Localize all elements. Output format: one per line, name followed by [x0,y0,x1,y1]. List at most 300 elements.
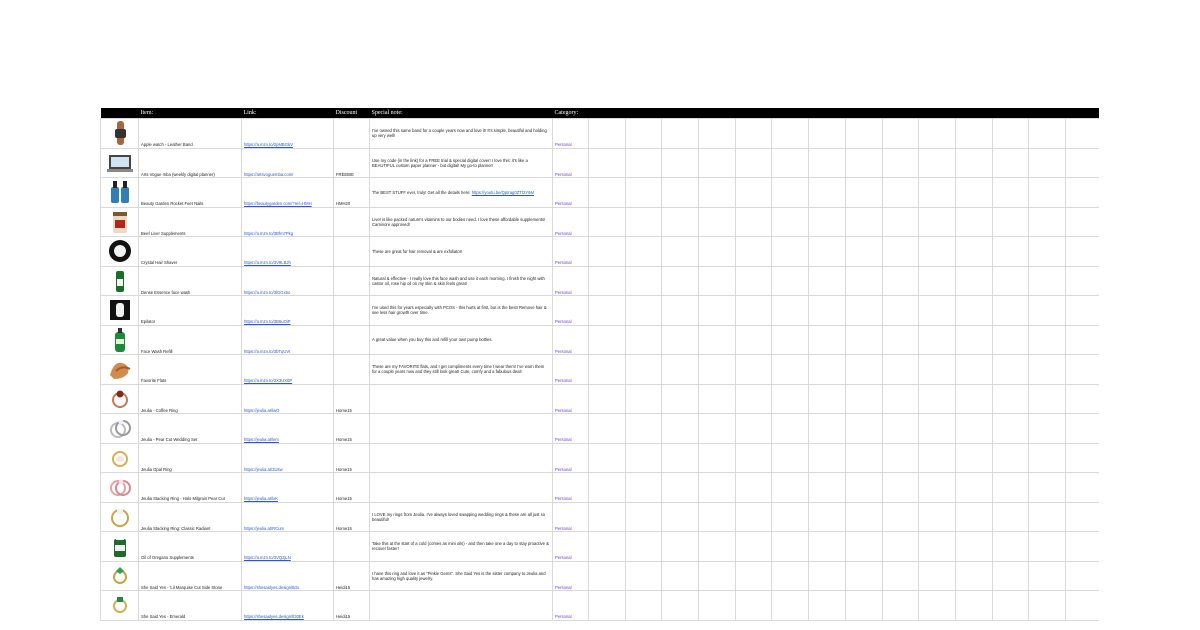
special-note-cell[interactable] [370,296,553,326]
item-cell[interactable]: She Said Yes - Emerald [139,591,242,621]
empty-cell[interactable] [662,178,699,208]
link-cell[interactable] [242,414,334,444]
category-cell[interactable]: Personal [553,561,589,591]
empty-cell[interactable] [589,148,626,178]
item-cell[interactable]: Beauty Garden Rocket Feet Nails [139,178,242,208]
empty-cell[interactable] [1029,237,1066,267]
empty-cell[interactable] [625,414,662,444]
empty-cell[interactable] [662,207,699,237]
empty-cell[interactable] [809,178,846,208]
header-empty[interactable] [772,108,809,119]
empty-cell[interactable] [625,384,662,414]
empty-cell[interactable] [625,266,662,296]
empty-cell[interactable] [589,207,626,237]
item-cell[interactable]: Jeulia Stacking Ring - Halo Milgrain Pear Cut [139,473,242,503]
item-cell[interactable]: Apple watch - Leather Band [139,119,242,149]
product-image-cell[interactable] [101,119,139,149]
header-category[interactable]: Category: [553,108,589,119]
product-image-cell[interactable] [101,532,139,562]
empty-cell[interactable] [809,502,846,532]
empty-cell[interactable] [1065,119,1099,149]
empty-cell[interactable] [845,561,882,591]
special-note-cell[interactable] [370,591,553,621]
empty-cell[interactable] [845,296,882,326]
empty-cell[interactable] [1029,443,1066,473]
product-image-cell[interactable] [101,473,139,503]
empty-cell[interactable] [919,532,956,562]
empty-cell[interactable] [809,207,846,237]
empty-cell[interactable] [919,443,956,473]
empty-cell[interactable] [992,325,1029,355]
empty-cell[interactable] [589,325,626,355]
header-empty[interactable] [992,108,1029,119]
category-cell[interactable]: Personal [553,119,589,149]
item-cell[interactable]: She Said Yes - 'Lil Marquise Cut Side Stone [139,561,242,591]
product-image-cell[interactable] [101,502,139,532]
empty-cell[interactable] [1029,178,1066,208]
empty-cell[interactable] [772,119,809,149]
discount-cell[interactable] [334,119,370,149]
empty-cell[interactable] [662,473,699,503]
empty-cell[interactable] [955,266,992,296]
empty-cell[interactable] [1065,532,1099,562]
empty-cell[interactable] [955,502,992,532]
empty-cell[interactable] [699,296,736,326]
empty-cell[interactable] [1065,473,1099,503]
empty-cell[interactable] [735,325,772,355]
product-image-cell[interactable] [101,384,139,414]
empty-cell[interactable] [662,414,699,444]
empty-cell[interactable] [1065,266,1099,296]
empty-cell[interactable] [1029,119,1066,149]
discount-cell[interactable] [334,237,370,267]
empty-cell[interactable] [992,178,1029,208]
empty-cell[interactable] [955,325,992,355]
empty-cell[interactable] [919,119,956,149]
empty-cell[interactable] [662,296,699,326]
empty-cell[interactable] [735,473,772,503]
special-note-cell[interactable] [370,532,553,562]
product-link[interactable]: https://shesaidyes.design/tldo [244,584,299,590]
special-note-cell[interactable] [370,561,553,591]
empty-cell[interactable] [662,502,699,532]
link-cell[interactable] [242,266,334,296]
empty-cell[interactable] [955,148,992,178]
empty-cell[interactable] [772,473,809,503]
empty-cell[interactable] [699,266,736,296]
empty-cell[interactable] [772,355,809,385]
empty-cell[interactable] [919,148,956,178]
item-cell[interactable]: Arts Vogue mba (weekly digital planner) [139,148,242,178]
empty-cell[interactable] [882,296,919,326]
empty-cell[interactable] [919,384,956,414]
empty-cell[interactable] [809,266,846,296]
empty-cell[interactable] [919,296,956,326]
empty-cell[interactable] [735,148,772,178]
empty-cell[interactable] [662,266,699,296]
discount-cell[interactable]: Home15 [334,384,370,414]
empty-cell[interactable] [1029,473,1066,503]
empty-cell[interactable] [955,443,992,473]
discount-cell[interactable]: Home15 [334,443,370,473]
empty-cell[interactable] [589,502,626,532]
empty-cell[interactable] [955,178,992,208]
empty-cell[interactable] [772,561,809,591]
empty-cell[interactable] [772,532,809,562]
empty-cell[interactable] [772,384,809,414]
product-image-cell[interactable] [101,561,139,591]
header-empty[interactable] [882,108,919,119]
empty-cell[interactable] [809,325,846,355]
special-note-cell[interactable] [370,237,553,267]
empty-cell[interactable] [992,384,1029,414]
empty-cell[interactable] [992,148,1029,178]
header-item[interactable]: Item: [139,108,242,119]
empty-cell[interactable] [1065,178,1099,208]
special-note-cell[interactable] [370,119,553,149]
product-link[interactable]: https://shesaidyes.design/tl30Ek [244,614,304,620]
special-note-cell[interactable] [370,473,553,503]
empty-cell[interactable] [589,296,626,326]
empty-cell[interactable] [882,207,919,237]
empty-cell[interactable] [625,325,662,355]
discount-cell[interactable]: Heidi15 [334,561,370,591]
empty-cell[interactable] [809,443,846,473]
empty-cell[interactable] [1065,384,1099,414]
empty-cell[interactable] [589,591,626,621]
empty-cell[interactable] [1029,207,1066,237]
empty-cell[interactable] [735,119,772,149]
empty-cell[interactable] [662,532,699,562]
empty-cell[interactable] [919,237,956,267]
product-link[interactable]: https://jeulia.at/3Usw [244,466,283,472]
special-note-cell[interactable] [370,355,553,385]
empty-cell[interactable] [1029,384,1066,414]
empty-cell[interactable] [662,384,699,414]
empty-cell[interactable] [589,384,626,414]
empty-cell[interactable] [735,414,772,444]
product-link[interactable]: https://a.mzn.to/2pMBGkV [244,142,293,148]
empty-cell[interactable] [992,207,1029,237]
special-note-cell[interactable] [370,384,553,414]
empty-cell[interactable] [699,119,736,149]
empty-cell[interactable] [882,591,919,621]
empty-cell[interactable] [992,414,1029,444]
empty-cell[interactable] [1065,325,1099,355]
header-empty[interactable] [809,108,846,119]
empty-cell[interactable] [919,502,956,532]
discount-cell[interactable] [334,325,370,355]
product-link[interactable]: https://artsvoguemba.com/ [244,171,294,177]
link-cell[interactable] [242,532,334,562]
empty-cell[interactable] [992,266,1029,296]
empty-cell[interactable] [955,237,992,267]
empty-cell[interactable] [625,296,662,326]
discount-cell[interactable]: Home15 [334,502,370,532]
link-cell[interactable] [242,443,334,473]
empty-cell[interactable] [845,325,882,355]
empty-cell[interactable] [589,237,626,267]
empty-cell[interactable] [735,443,772,473]
empty-cell[interactable] [992,502,1029,532]
product-image-cell[interactable] [101,237,139,267]
empty-cell[interactable] [919,561,956,591]
empty-cell[interactable] [955,207,992,237]
empty-cell[interactable] [845,502,882,532]
empty-cell[interactable] [1029,591,1066,621]
discount-cell[interactable]: FREEBIE [334,148,370,178]
empty-cell[interactable] [919,355,956,385]
empty-cell[interactable] [735,207,772,237]
link-cell[interactable] [242,148,334,178]
empty-cell[interactable] [589,532,626,562]
link-cell[interactable] [242,561,334,591]
product-image-cell[interactable] [101,325,139,355]
empty-cell[interactable] [919,207,956,237]
empty-cell[interactable] [955,591,992,621]
category-cell[interactable]: Personal [553,355,589,385]
special-note-cell[interactable] [370,178,553,208]
empty-cell[interactable] [955,384,992,414]
item-cell[interactable]: Beef Liver Supplements [139,207,242,237]
empty-cell[interactable] [992,355,1029,385]
empty-cell[interactable] [589,266,626,296]
empty-cell[interactable] [662,325,699,355]
item-cell[interactable]: Face Wash Refill [139,325,242,355]
empty-cell[interactable] [919,473,956,503]
empty-cell[interactable] [735,237,772,267]
header-discount[interactable]: Discount [334,108,370,119]
product-link[interactable]: https://jeulia.at/lwO [244,407,280,413]
empty-cell[interactable] [1029,414,1066,444]
empty-cell[interactable] [772,296,809,326]
item-cell[interactable]: Crystal Hair Shaver [139,237,242,267]
link-cell[interactable] [242,473,334,503]
empty-cell[interactable] [699,207,736,237]
empty-cell[interactable] [625,473,662,503]
empty-cell[interactable] [809,532,846,562]
empty-cell[interactable] [625,119,662,149]
empty-cell[interactable] [625,207,662,237]
empty-cell[interactable] [699,473,736,503]
empty-cell[interactable] [955,532,992,562]
discount-cell[interactable] [334,266,370,296]
header-link[interactable]: Link: [242,108,334,119]
discount-cell[interactable] [334,296,370,326]
empty-cell[interactable] [662,237,699,267]
item-cell[interactable]: Favorite Flats [139,355,242,385]
empty-cell[interactable] [845,148,882,178]
category-cell[interactable]: Personal [553,296,589,326]
empty-cell[interactable] [735,502,772,532]
special-note-cell[interactable] [370,502,553,532]
empty-cell[interactable] [735,266,772,296]
empty-cell[interactable] [662,119,699,149]
empty-cell[interactable] [625,443,662,473]
empty-cell[interactable] [772,443,809,473]
empty-cell[interactable] [625,355,662,385]
empty-cell[interactable] [845,119,882,149]
header-empty[interactable] [919,108,956,119]
discount-cell[interactable]: HMH20 [334,178,370,208]
empty-cell[interactable] [589,443,626,473]
empty-cell[interactable] [699,591,736,621]
empty-cell[interactable] [992,591,1029,621]
empty-cell[interactable] [1065,414,1099,444]
empty-cell[interactable] [882,237,919,267]
product-link[interactable]: https://a.mzn.to/3X3UX0P [244,378,293,384]
link-cell[interactable] [242,296,334,326]
product-link[interactable]: https://a.mzn.to/3VQ2jLN [244,555,291,561]
item-cell[interactable]: Jeulia Opal Ring [139,443,242,473]
empty-cell[interactable] [809,355,846,385]
empty-cell[interactable] [809,591,846,621]
empty-cell[interactable] [625,237,662,267]
special-note-cell[interactable] [370,148,553,178]
empty-cell[interactable] [1065,296,1099,326]
empty-cell[interactable] [1065,561,1099,591]
category-cell[interactable]: Personal [553,207,589,237]
empty-cell[interactable] [589,414,626,444]
discount-cell[interactable]: Home15 [334,414,370,444]
empty-cell[interactable] [699,178,736,208]
empty-cell[interactable] [772,207,809,237]
category-cell[interactable]: Personal [553,414,589,444]
empty-cell[interactable] [1029,532,1066,562]
header-empty[interactable] [699,108,736,119]
empty-cell[interactable] [625,532,662,562]
product-image-cell[interactable] [101,355,139,385]
empty-cell[interactable] [699,355,736,385]
link-cell[interactable] [242,325,334,355]
product-link[interactable]: https://a.mzn.to/3Bfm7Pkg [244,230,294,236]
header-empty[interactable] [955,108,992,119]
empty-cell[interactable] [589,178,626,208]
empty-cell[interactable] [845,414,882,444]
empty-cell[interactable] [955,119,992,149]
empty-cell[interactable] [1065,207,1099,237]
empty-cell[interactable] [809,119,846,149]
header-empty[interactable] [662,108,699,119]
product-image-cell[interactable] [101,591,139,621]
header-empty[interactable] [845,108,882,119]
empty-cell[interactable] [1029,325,1066,355]
empty-cell[interactable] [845,473,882,503]
empty-cell[interactable] [955,414,992,444]
special-note-cell[interactable] [370,266,553,296]
empty-cell[interactable] [589,355,626,385]
empty-cell[interactable] [809,148,846,178]
empty-cell[interactable] [625,148,662,178]
empty-cell[interactable] [1065,443,1099,473]
empty-cell[interactable] [772,591,809,621]
product-image-cell[interactable] [101,207,139,237]
category-cell[interactable]: Personal [553,591,589,621]
empty-cell[interactable] [1029,148,1066,178]
category-cell[interactable]: Personal [553,237,589,267]
product-link[interactable]: https://a.mzn.to/3bTqUVt [244,348,291,354]
item-cell[interactable]: Jeulia - Pear Cut Wedding Set [139,414,242,444]
empty-cell[interactable] [699,414,736,444]
discount-cell[interactable]: Heidi15 [334,591,370,621]
empty-cell[interactable] [1065,355,1099,385]
empty-cell[interactable] [699,532,736,562]
empty-cell[interactable] [845,178,882,208]
empty-cell[interactable] [772,178,809,208]
item-cell[interactable]: Jeulia - Coffee Ring [139,384,242,414]
product-link[interactable]: https://beautygarden.com/?ref=HMH [244,201,312,207]
empty-cell[interactable] [735,561,772,591]
empty-cell[interactable] [1029,266,1066,296]
empty-cell[interactable] [882,473,919,503]
empty-cell[interactable] [699,561,736,591]
link-cell[interactable] [242,591,334,621]
header-special-note[interactable]: Special note: [370,108,553,119]
category-cell[interactable]: Personal [553,325,589,355]
empty-cell[interactable] [992,296,1029,326]
empty-cell[interactable] [882,561,919,591]
empty-cell[interactable] [772,237,809,267]
product-link[interactable]: https://a.mzn.to/3V9LBJh [244,260,291,266]
empty-cell[interactable] [809,561,846,591]
empty-cell[interactable] [1065,591,1099,621]
empty-cell[interactable] [662,148,699,178]
empty-cell[interactable] [992,119,1029,149]
empty-cell[interactable] [1029,561,1066,591]
empty-cell[interactable] [662,591,699,621]
empty-cell[interactable] [809,384,846,414]
empty-cell[interactable] [845,266,882,296]
empty-cell[interactable] [882,266,919,296]
empty-cell[interactable] [919,178,956,208]
empty-cell[interactable] [699,148,736,178]
category-cell[interactable]: Personal [553,502,589,532]
link-cell[interactable] [242,237,334,267]
special-note-cell[interactable] [370,325,553,355]
empty-cell[interactable] [699,384,736,414]
empty-cell[interactable] [845,384,882,414]
product-image-cell[interactable] [101,148,139,178]
product-image-cell[interactable] [101,443,139,473]
empty-cell[interactable] [919,266,956,296]
link-cell[interactable] [242,384,334,414]
empty-cell[interactable] [699,325,736,355]
empty-cell[interactable] [735,296,772,326]
empty-cell[interactable] [589,119,626,149]
link-cell[interactable] [242,178,334,208]
empty-cell[interactable] [882,414,919,444]
empty-cell[interactable] [882,502,919,532]
empty-cell[interactable] [919,591,956,621]
empty-cell[interactable] [992,532,1029,562]
empty-cell[interactable] [662,355,699,385]
empty-cell[interactable] [699,443,736,473]
empty-cell[interactable] [955,296,992,326]
header-empty[interactable] [589,108,626,119]
product-image-cell[interactable] [101,266,139,296]
empty-cell[interactable] [735,384,772,414]
category-cell[interactable]: Personal [553,384,589,414]
empty-cell[interactable] [955,561,992,591]
empty-cell[interactable] [882,384,919,414]
category-cell[interactable]: Personal [553,148,589,178]
empty-cell[interactable] [772,325,809,355]
empty-cell[interactable] [809,237,846,267]
empty-cell[interactable] [625,591,662,621]
link-cell[interactable] [242,119,334,149]
empty-cell[interactable] [809,414,846,444]
link-cell[interactable] [242,355,334,385]
